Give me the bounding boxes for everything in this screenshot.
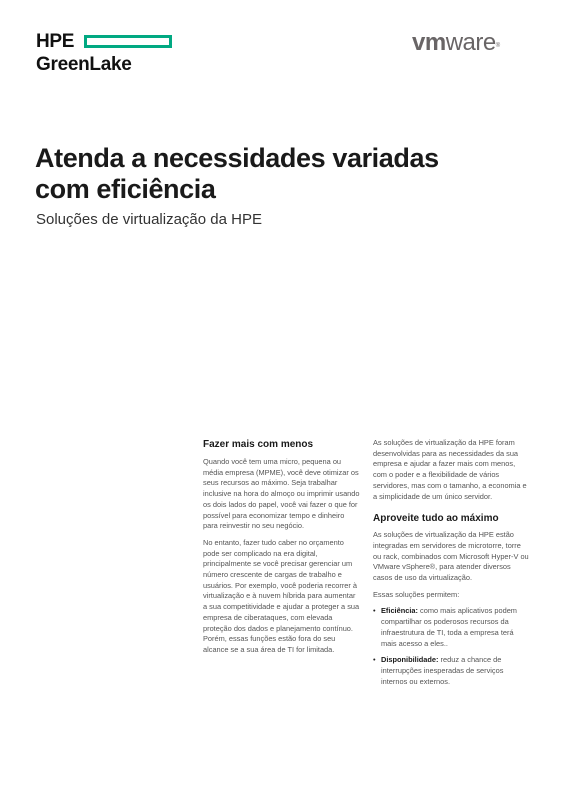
list-item	[373, 655, 531, 687]
title-line-2: com eficiência	[35, 174, 216, 204]
logo-hpe-text: HPE	[36, 31, 75, 52]
vmware-logo-ware: ware	[445, 29, 496, 56]
hpe-element-rectangle	[84, 35, 172, 48]
logo-greenlake-text: GreenLake	[36, 54, 132, 75]
list-item	[373, 606, 531, 649]
page-title	[35, 143, 535, 205]
right-paragraph: As soluções de virtualização da HPE estão integradas em servidores de microtorre, torre ou rack, combinados com Microsoft Hyper-V ou VMware vSphere®, para atender diversos casos de uso da virtualização.	[373, 530, 529, 583]
left-column	[203, 438, 361, 662]
bullet-label-eficiencia: Eficiência:	[381, 606, 418, 616]
vmware-logo	[412, 30, 500, 56]
left-paragraph-2: No entanto, fazer tudo caber no orçamento pode ser complicado na era digital, principalmente se você precisar gerenciar um número crescente de cargas de trabalho e usuários. Por exemplo, você poderia recorrer à virtualização e à nuvem híbrida para aumentar a sua competitividade e ajudar a proteger a sua empresa de ciberataques, com elevada proteção dos dados e planejamento contínuo. Porém, essas funções estão fora do seu alcance se a sua área de TI for limitada.	[203, 537, 360, 654]
section-heading-fazer-mais: Fazer mais com menos	[203, 439, 314, 450]
bullet-label-disponibilidade: Disponibilidade:	[381, 655, 439, 665]
hpe-greenlake-logo	[36, 32, 156, 76]
vmware-registered-mark: ®	[495, 43, 500, 49]
bullet-text-eficiencia: como mais aplicativos podem compartilhar os poderosos recursos da infraestrutura de TI, toda a empresa terá mais acesso a eles..	[381, 606, 517, 648]
left-paragraph-1: Quando você tem uma micro, pequena ou média empresa (MPME), você deve otimizar os seus recursos ao máximo. Seja trabalhar inclusive na hora do almoço ou imprimir usando os dois lados do papel, você vai fazer o que for possível para economizar tempo e dinheiro para reinvestir no seu negócio.	[203, 457, 360, 531]
right-intro-paragraph: As soluções de virtualização da HPE foram desenvolvidas para as necessidades da sua empresa e ajudar a fazer mais com menos, com o poder e a flexibilidade de vários servidores, mas com o tamanho, a economia e a simplicidade de um único servidor.	[373, 438, 527, 501]
page-subtitle: Soluções de virtualização da HPE	[36, 211, 262, 228]
list-intro: Essas soluções permitem:	[373, 589, 460, 599]
bullet-text-disponibilidade: reduz a chance de interrupções inesperadas de serviços internos ou externos.	[381, 655, 504, 686]
title-line-1: Atenda a necessidades variadas	[35, 143, 439, 173]
benefits-list	[373, 606, 531, 687]
vmware-logo-vm: vm	[412, 29, 446, 56]
right-column	[373, 438, 531, 693]
section-heading-aproveite: Aproveite tudo ao máximo	[373, 513, 499, 525]
